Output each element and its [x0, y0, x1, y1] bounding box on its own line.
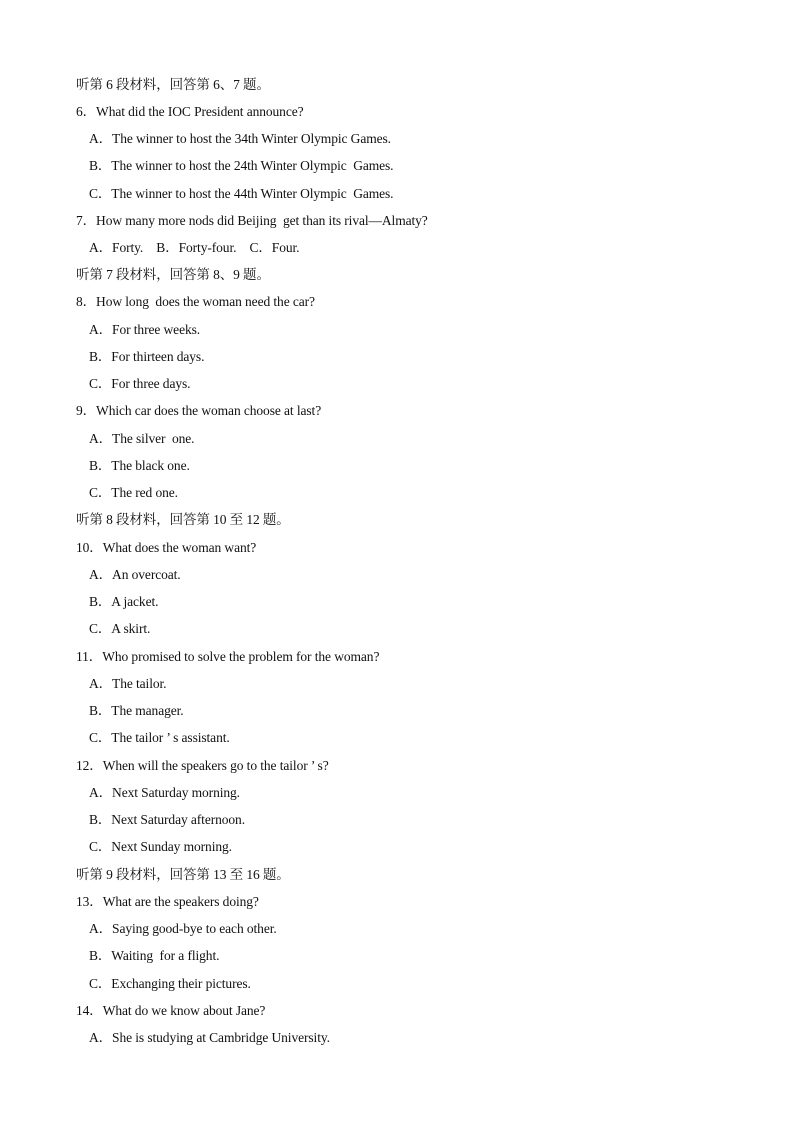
- question-8-option-b: B．For thirteen days.: [89, 349, 205, 364]
- question-11: 11．Who promised to solve the problem for the woman?: [76, 649, 380, 664]
- question-6: 6．What did the IOC President announce?: [76, 104, 304, 119]
- question-9-option-c: C．The red one.: [89, 485, 178, 500]
- question-7-options: A．Forty. B．Forty-four. C．Four.: [89, 240, 300, 255]
- question-11-option-a: A．The tailor.: [89, 676, 167, 691]
- question-10-option-b: B．A jacket.: [89, 594, 159, 609]
- question-10: 10．What does the woman want?: [76, 540, 257, 555]
- question-12: 12．When will the speakers go to the tailor ’ s?: [76, 758, 329, 773]
- question-6-option-a: A．The winner to host the 34th Winter Olympic Games.: [89, 131, 391, 146]
- question-13-option-a: A．Saying good-bye to each other.: [89, 921, 277, 936]
- question-7: 7．How many more nods did Beijing get than its rival—Almaty?: [76, 213, 428, 228]
- question-12-option-b: B．Next Saturday afternoon.: [89, 812, 245, 827]
- question-14: 14．What do we know about Jane?: [76, 1003, 266, 1018]
- question-12-option-a: A．Next Saturday morning.: [89, 785, 240, 800]
- question-8-option-a: A．For three weeks.: [89, 322, 201, 337]
- section-instruction-8: 听第 8 段材料，回答第 10 至 12 题。: [76, 512, 290, 527]
- question-13-option-b: B．Waiting for a flight.: [89, 948, 220, 963]
- question-9: 9．Which car does the woman choose at last?: [76, 403, 322, 418]
- section-instruction-9: 听第 9 段材料，回答第 13 至 16 题。: [76, 867, 290, 882]
- question-12-option-c: C．Next Sunday morning.: [89, 839, 232, 854]
- question-6-option-c: C．The winner to host the 44th Winter Olympic Games.: [89, 186, 394, 201]
- section-instruction-7: 听第 7 段材料，回答第 8、9 题。: [76, 267, 270, 282]
- question-11-option-b: B．The manager.: [89, 703, 184, 718]
- question-9-option-b: B．The black one.: [89, 458, 190, 473]
- question-10-option-a: A．An overcoat.: [89, 567, 181, 582]
- question-13: 13．What are the speakers doing?: [76, 894, 259, 909]
- question-10-option-c: C．A skirt.: [89, 621, 151, 636]
- question-9-option-a: A．The silver one.: [89, 431, 195, 446]
- question-8: 8．How long does the woman need the car?: [76, 294, 315, 309]
- question-6-option-b: B．The winner to host the 24th Winter Olympic Games.: [89, 158, 394, 173]
- question-8-option-c: C．For three days.: [89, 376, 191, 391]
- section-instruction-6: 听第 6 段材料，回答第 6、7 题。: [76, 77, 270, 92]
- question-11-option-c: C．The tailor ’ s assistant.: [89, 730, 230, 745]
- question-14-option-a: A．She is studying at Cambridge University.: [89, 1030, 330, 1045]
- question-13-option-c: C．Exchanging their pictures.: [89, 976, 251, 991]
